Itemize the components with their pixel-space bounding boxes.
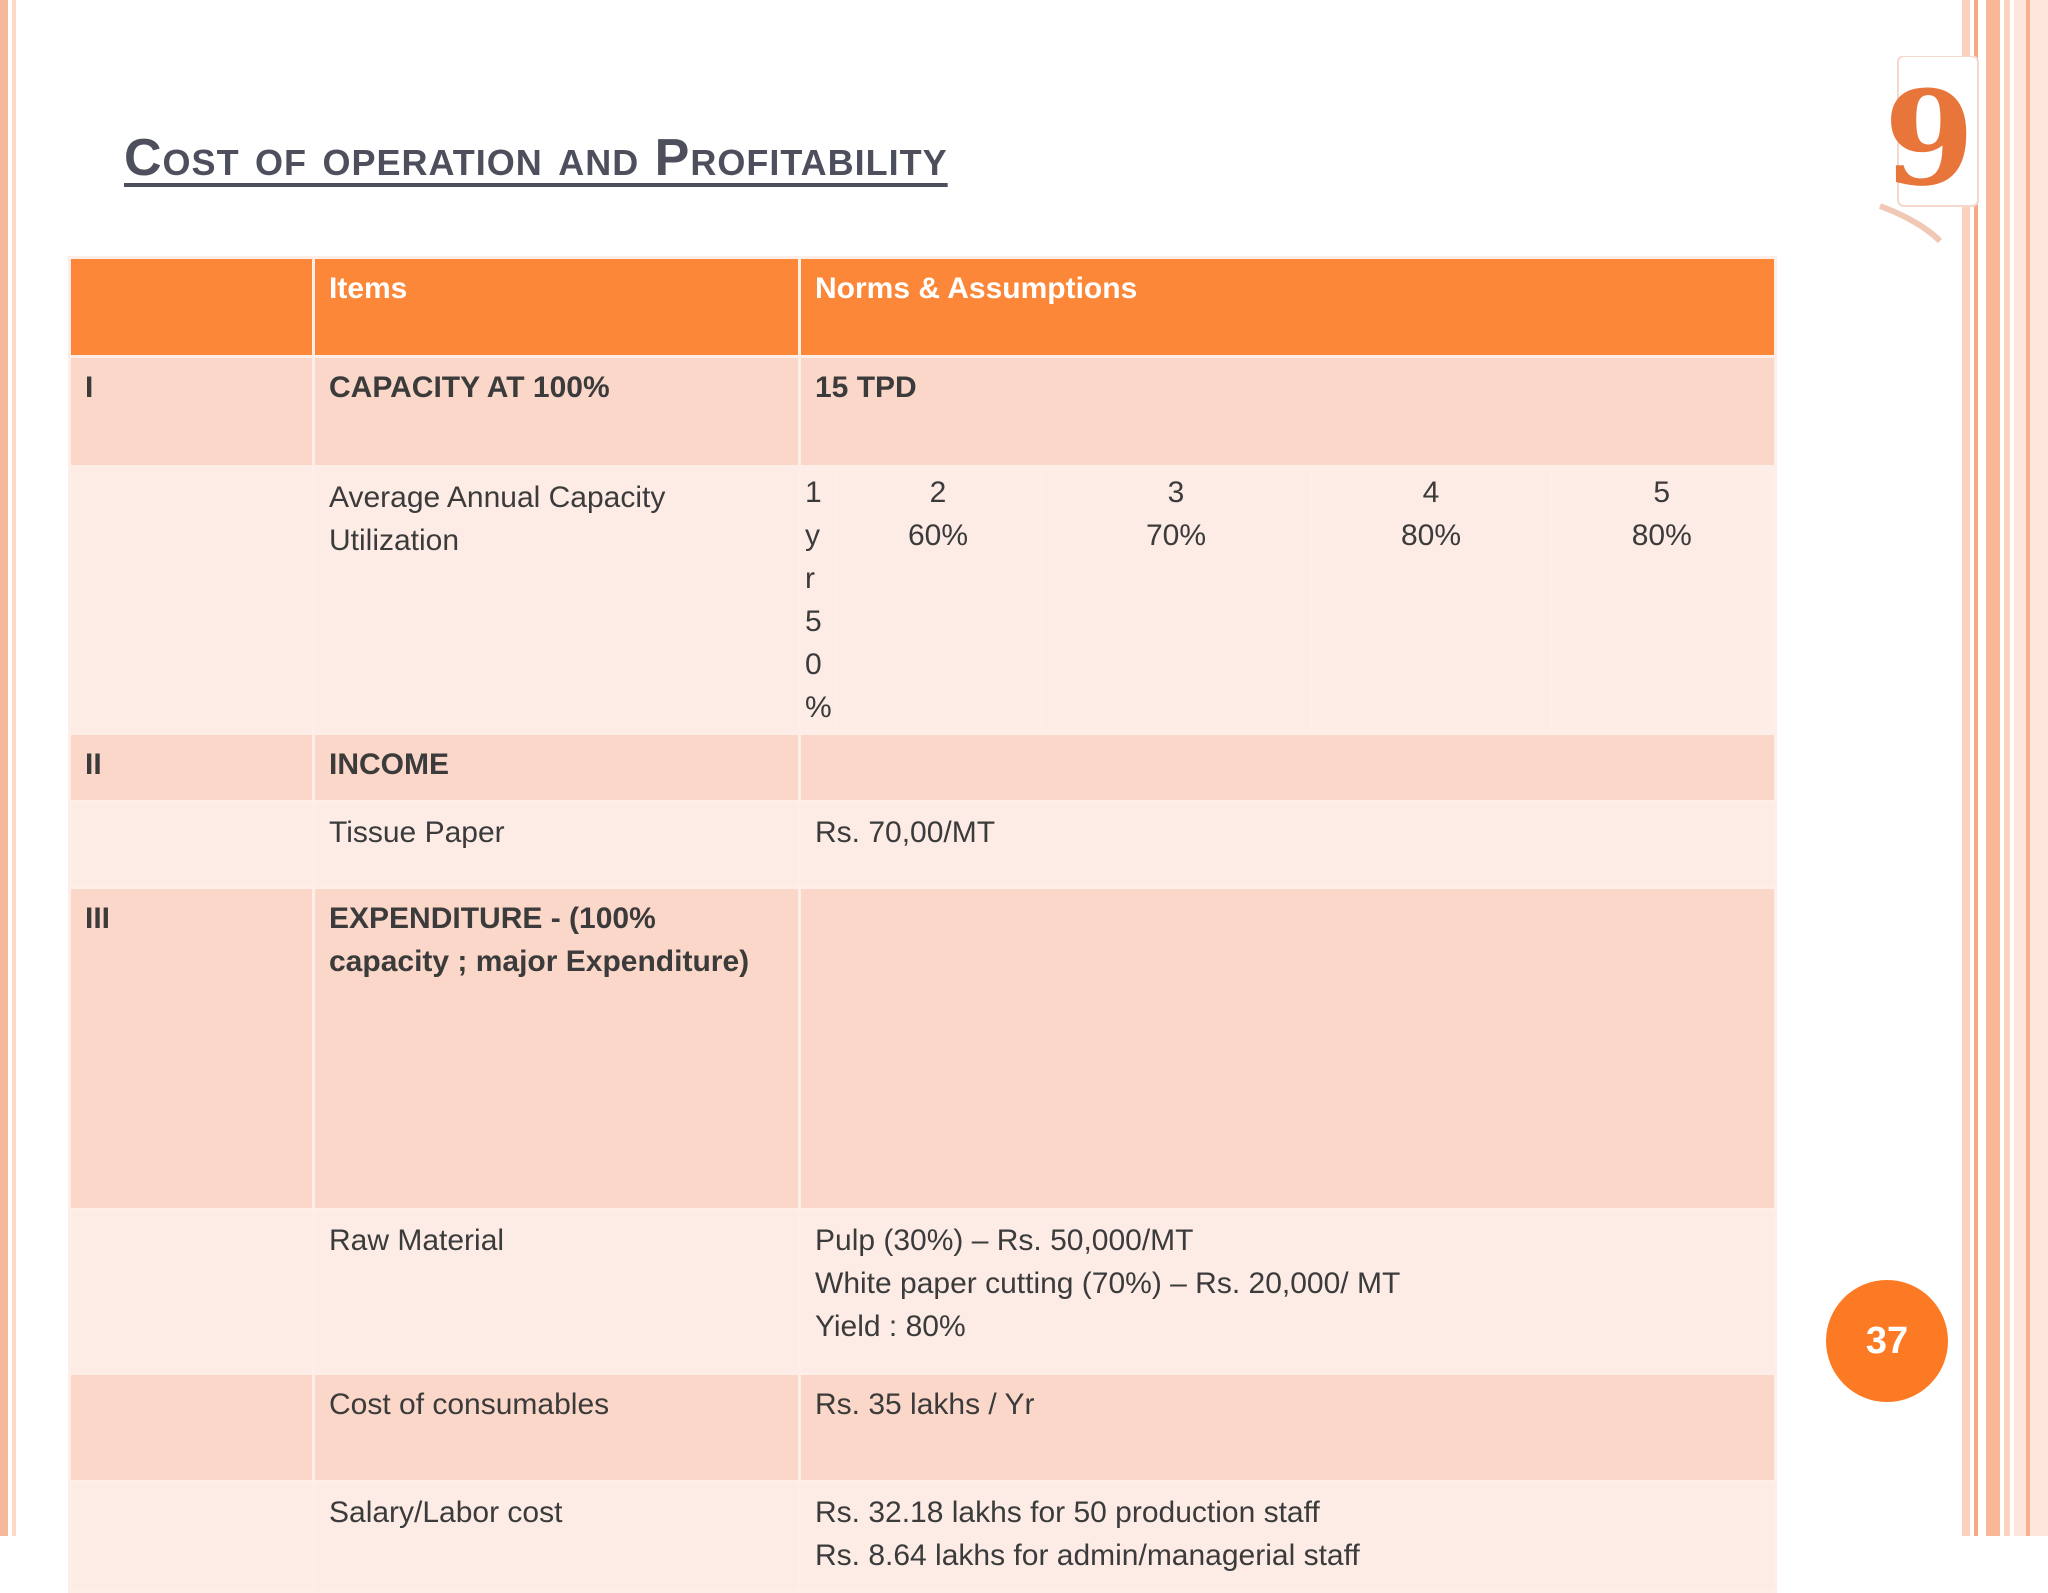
norm-cell: Rs. 32.18 lakhs for 50 production staff Rs. 8.64 lakhs for admin/managerial staff	[800, 1482, 1776, 1592]
row-number	[70, 467, 314, 734]
norm-cell: 15 TPD	[800, 357, 1776, 467]
nine-logo-icon	[1870, 56, 1980, 246]
row-number: II	[70, 734, 314, 802]
item-cell: Raw Material	[314, 1210, 800, 1374]
year-cell: 2 60%	[835, 470, 1041, 731]
page-number-badge: 37	[1826, 1280, 1948, 1402]
table-row-tissue	[70, 802, 1776, 888]
item-cell: INCOME	[314, 734, 800, 802]
right-border-stripe	[1986, 0, 2000, 1536]
page-title: Cost of operation and Profitability	[124, 129, 948, 187]
item-cell: Cost of consumables	[314, 1374, 800, 1482]
table-row-income	[70, 734, 1776, 802]
year-cell: 3 70%	[1041, 470, 1311, 731]
header-items: Items	[314, 258, 800, 357]
row-number	[70, 1374, 314, 1482]
norm-cell	[800, 467, 1776, 734]
header-number	[70, 258, 314, 357]
year-cell: 4 80%	[1311, 470, 1551, 731]
item-cell: CAPACITY AT 100%	[314, 357, 800, 467]
item-cell: EXPENDITURE - (100% capacity ; major Expenditure)	[314, 888, 800, 1210]
row-number	[70, 1482, 314, 1592]
table-row-salary	[70, 1482, 1776, 1592]
table-row-raw-material	[70, 1210, 1776, 1374]
table-row-utilization	[70, 467, 1776, 734]
cost-table	[68, 256, 1777, 1593]
logo-glyph: 9	[1884, 62, 1975, 215]
right-border-stripe	[2026, 0, 2030, 1536]
table-row-capacity	[70, 357, 1776, 467]
table-row-consumables	[70, 1374, 1776, 1482]
norm-cell	[800, 734, 1776, 802]
row-number: I	[70, 357, 314, 467]
norm-cell: Rs. 70,00/MT	[800, 802, 1776, 888]
year1-vertical: 1 y r 5 0 %	[801, 470, 835, 731]
left-border-stripe-inner	[12, 0, 16, 1536]
right-border-stripe	[2014, 0, 2048, 1536]
table-header-row	[70, 258, 1776, 357]
item-cell: Average Annual Capacity Utilization	[314, 467, 800, 734]
header-norms: Norms & Assumptions	[800, 258, 1776, 357]
right-border-stripe	[2004, 0, 2010, 1536]
row-number	[70, 1210, 314, 1374]
row-number: III	[70, 888, 314, 1210]
year-cell: 5 80%	[1551, 470, 1773, 731]
left-border-stripe	[0, 0, 8, 1536]
item-cell: Tissue Paper	[314, 802, 800, 888]
norm-cell: Pulp (30%) – Rs. 50,000/MT White paper cutting (70%) – Rs. 20,000/ MT Yield : 80%	[800, 1210, 1776, 1374]
norm-cell	[800, 888, 1776, 1210]
row-number	[70, 802, 314, 888]
norm-cell: Rs. 35 lakhs / Yr	[800, 1374, 1776, 1482]
table-row-expenditure	[70, 888, 1776, 1210]
year-utilization-table	[801, 468, 1774, 732]
item-cell: Salary/Labor cost	[314, 1482, 800, 1592]
